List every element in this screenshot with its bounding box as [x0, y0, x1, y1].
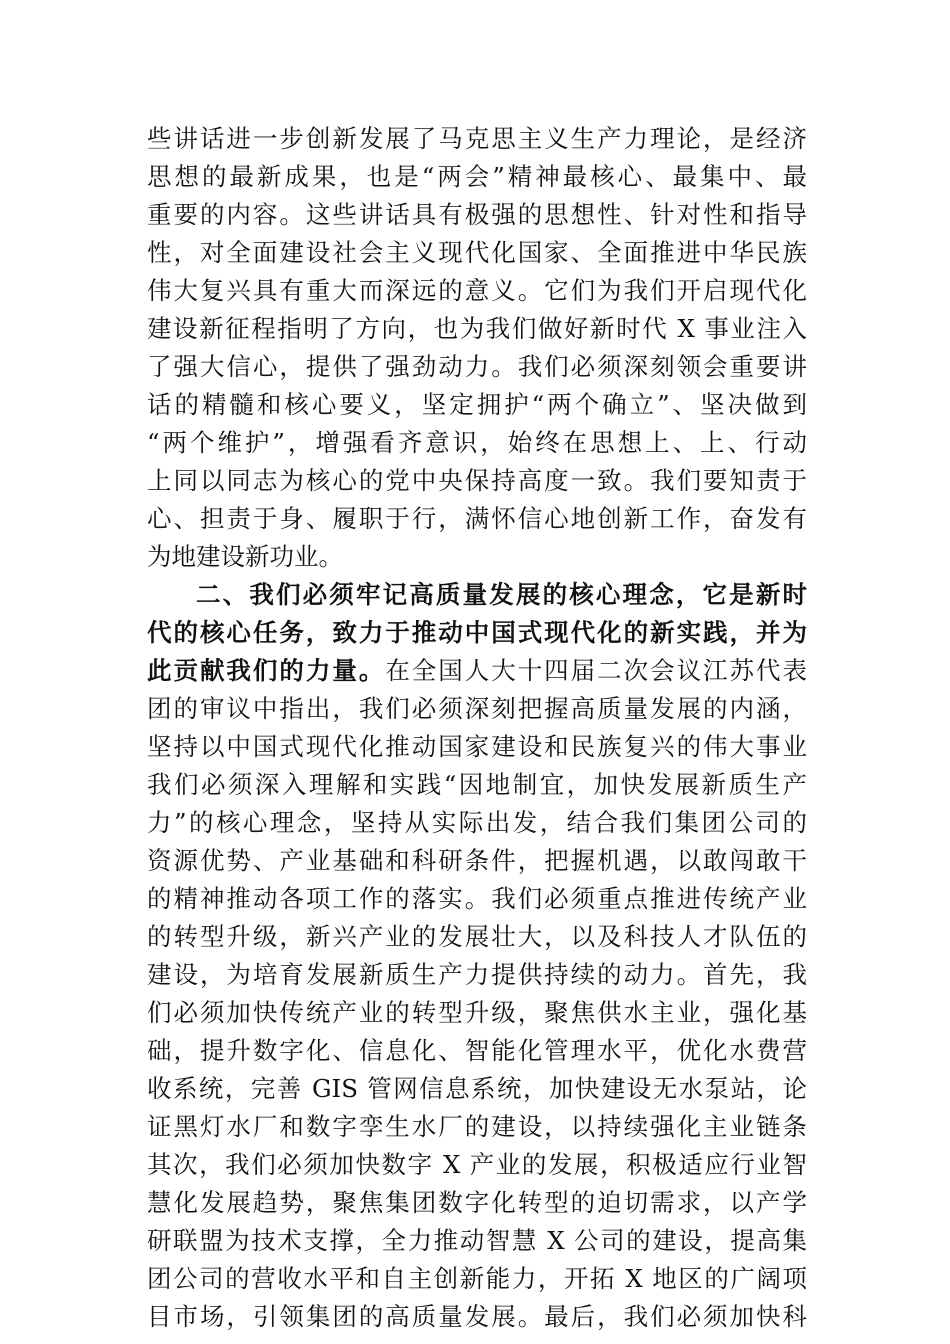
text-line: 础，提升数字化、信息化、智能化管理水平，优化水费营 — [147, 1036, 807, 1065]
section-heading-line: 代的核心任务，致力于推动中国式现代化的新实践，并为 — [147, 618, 807, 647]
text-line: 力”的核心理念，坚持从实际出发，结合我们集团公司的 — [147, 808, 807, 837]
body-text: 在全国人大十四届二次会议江苏代表 — [385, 656, 807, 685]
text-line: 些讲话进一步创新发展了马克思主义生产力理论，是经济 — [147, 124, 807, 153]
text-line: 其次，我们必须加快数字 X 产业的发展，积极适应行业智 — [147, 1150, 807, 1179]
text-line: 研联盟为技术支撑，全力推动智慧 X 公司的建设，提高集 — [147, 1226, 807, 1255]
text-line: 们必须加快传统产业的转型升级，聚焦供水主业，强化基 — [147, 998, 807, 1027]
document-page — [147, 120, 807, 1336]
paragraph-2 — [147, 576, 807, 1336]
mixed-line — [147, 652, 807, 690]
text-line: 上同以同志为核心的党中央保持高度一致。我们要知责于 — [147, 466, 807, 495]
text-line: 建设新征程指明了方向，也为我们做好新时代 X 事业注入 — [147, 314, 807, 343]
text-line: 的精神推动各项工作的落实。我们必须重点推进传统产业 — [147, 884, 807, 913]
text-line: 重要的内容。这些讲话具有极强的思想性、针对性和指导 — [147, 200, 807, 229]
text-line: “两个维护”，增强看齐意识，始终在思想上、上、行动 — [147, 428, 807, 457]
text-line: 证黑灯水厂和数字孪生水厂的建设，以持续强化主业链条 — [147, 1112, 807, 1141]
text-line: 性，对全面建设社会主义现代化国家、全面推进中华民族 — [147, 238, 807, 267]
text-line: 的转型升级，新兴产业的发展壮大，以及科技人才队伍的 — [147, 922, 807, 951]
text-line: 资源优势、产业基础和科研条件，把握机遇，以敢闯敢干 — [147, 846, 807, 875]
text-line: 慧化发展趋势，聚焦集团数字化转型的迫切需求，以产学 — [147, 1188, 807, 1217]
text-line: 建设，为培育发展新质生产力提供持续的动力。首先，我 — [147, 960, 807, 989]
text-line: 收系统，完善 GIS 管网信息系统，加快建设无水泵站，论 — [147, 1074, 807, 1103]
text-line: 团的审议中指出，我们必须深刻把握高质量发展的内涵， — [147, 694, 807, 723]
text-line: 为地建设新功业。 — [147, 542, 343, 571]
text-line: 话的精髓和核心要义，坚定拥护“两个确立”、坚决做到 — [147, 390, 807, 419]
text-line: 坚持以中国式现代化推动国家建设和民族复兴的伟大事业 — [147, 732, 807, 761]
text-line: 团公司的营收水平和自主创新能力，开拓 X 地区的广阔项 — [147, 1264, 807, 1293]
text-line: 目市场，引领集团的高质量发展。最后，我们必须加快科 — [147, 1302, 807, 1331]
paragraph-1 — [147, 120, 807, 576]
section-heading-line: 二、我们必须牢记高质量发展的核心理念，它是新时 — [196, 580, 807, 609]
text-line: 我们必须深入理解和实践“因地制宜，加快发展新质生产 — [147, 770, 807, 799]
text-line: 心、担责于身、履职于行，满怀信心地创新工作，奋发有 — [147, 504, 807, 533]
text-line: 伟大复兴具有重大而深远的意义。它们为我们开启现代化 — [147, 276, 807, 305]
text-line: 了强大信心，提供了强劲动力。我们必须深刻领会重要讲 — [147, 352, 807, 381]
section-heading-end: 此贡献我们的力量。 — [147, 656, 386, 685]
text-line: 思想的最新成果，也是“两会”精神最核心、最集中、最 — [147, 162, 807, 191]
